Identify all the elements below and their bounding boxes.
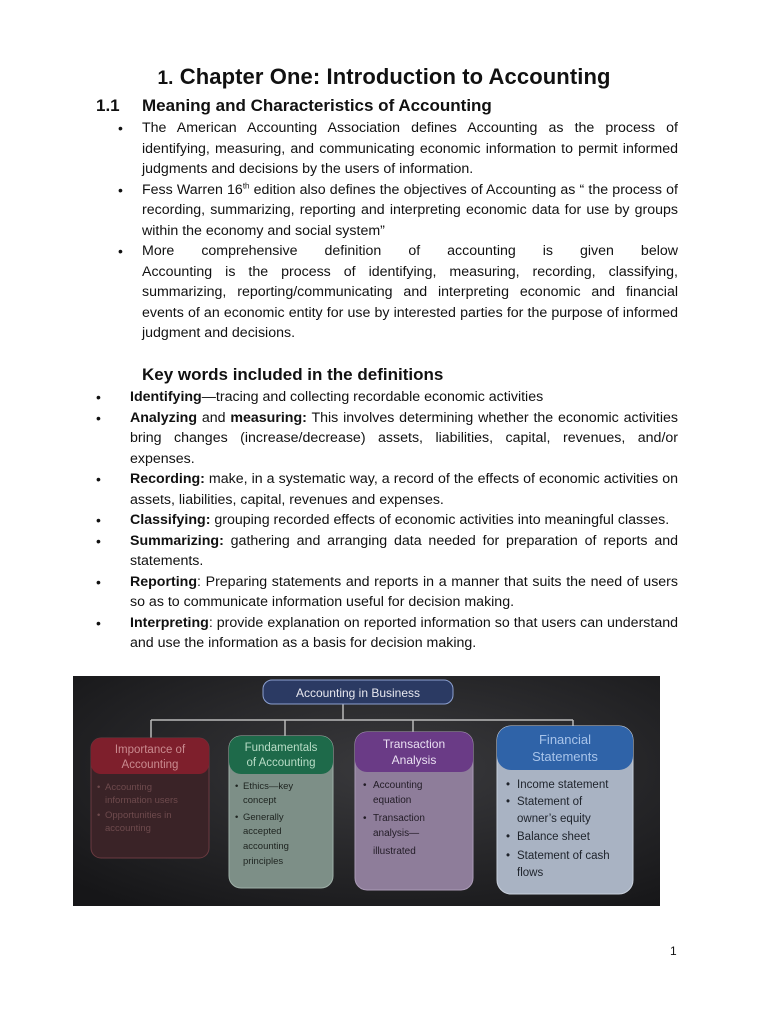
svg-text:•: • [506, 831, 511, 843]
keyword-item: • Summarizing: gathering and arranging data needed for preparation of reports and statements. [130, 531, 678, 572]
svg-text:illustrated: illustrated [373, 846, 416, 857]
definition-item: • The American Accounting Association defines Accounting as the process of identifying, measuring, and communicating economic information to permit informed judgments and decisions by the users of information. [142, 118, 678, 180]
svg-text:principles: principles [243, 856, 284, 867]
diagram-box-importance [91, 738, 209, 858]
svg-text:concept: concept [243, 795, 277, 806]
svg-text:accepted: accepted [243, 826, 282, 837]
accounting-in-business-diagram [73, 676, 660, 906]
svg-text:•: • [506, 779, 511, 791]
svg-text:flows: flows [517, 867, 544, 879]
svg-text:Accounting: Accounting [373, 780, 423, 791]
svg-text:analysis—: analysis— [373, 828, 420, 839]
svg-text:•: • [363, 813, 367, 824]
page-number: 1 [670, 944, 677, 958]
chapter-title [0, 64, 768, 90]
diagram-root-label: Accounting in Business [295, 686, 421, 700]
keyword-item: • Classifying: grouping recorded effects of economic activities into meaningful classes. [130, 510, 678, 531]
svg-text:Transaction: Transaction [382, 737, 446, 751]
svg-text:Fundamentals: Fundamentals [244, 742, 318, 754]
chapter-number: 1. [157, 68, 174, 89]
svg-text:Transaction: Transaction [373, 813, 425, 824]
diagram-box-transaction [355, 732, 473, 890]
svg-text:Ethics—key: Ethics—key [243, 781, 294, 792]
svg-text:Generally: Generally [243, 812, 284, 823]
section-heading [96, 96, 492, 116]
svg-text:Importance of: Importance of [114, 744, 186, 756]
svg-text:Statements: Statements [532, 749, 598, 764]
keyword-item: • Identifying—tracing and collecting recordable economic activities [130, 387, 678, 408]
svg-text:Analysis: Analysis [391, 753, 437, 767]
svg-text:accounting: accounting [243, 841, 289, 852]
section-number: 1.1 [96, 96, 120, 115]
svg-text:equation: equation [373, 795, 412, 806]
svg-text:Balance sheet: Balance sheet [517, 831, 590, 843]
svg-text:Statement of: Statement of [517, 796, 583, 808]
svg-text:Opportunities in: Opportunities in [105, 810, 172, 821]
svg-text:information users: information users [105, 795, 178, 806]
svg-text:Income statement: Income statement [517, 779, 609, 791]
svg-text:of Accounting: of Accounting [246, 757, 316, 769]
svg-text:•: • [235, 781, 239, 792]
svg-text:•: • [506, 850, 511, 862]
chapter-title-text: Chapter One: Introduction to Accounting [179, 64, 611, 89]
keywords-heading: Key words included in the definitions [142, 365, 444, 384]
svg-text:Accounting: Accounting [121, 759, 179, 771]
svg-text:•: • [97, 782, 101, 793]
svg-text:Financial: Financial [538, 732, 592, 747]
definition-item: • More comprehensive definition of accounting is given below Accounting is the process of identifying, measuring, recording, classifying, summarizing, reporting/communicating and interpreting economic and financial events of an economic entity for use by interested parties for the purpose of informed judgment and decisions. [142, 241, 678, 344]
svg-text:accounting: accounting [105, 823, 151, 834]
keywords-list [130, 387, 678, 654]
svg-text:•: • [97, 810, 101, 821]
section-title: Meaning and Characteristics of Accounting [142, 96, 492, 115]
svg-text:Accounting: Accounting [105, 782, 153, 793]
svg-text:•: • [506, 796, 511, 808]
keyword-item: • Interpreting: provide explanation on reported information so that users can understand and use the information as a basis for decision making. [130, 613, 678, 654]
keyword-item: • Analyzing and measuring: This involves determining whether the economic activities bring changes (increase/decrease) assets, liabilities, capital, revenues, and/or expenses. [130, 408, 678, 470]
svg-text:Statement of cash: Statement of cash [517, 850, 610, 862]
definition-item: • Fess Warren 16th edition also defines the objectives of Accounting as “ the process of recording, summarizing, reporting and interpreting economic data for use by groups within the economy and social system” [142, 180, 678, 242]
keyword-item: • Reporting: Preparing statements and reports in a manner that suits the need of users so as to communicate information useful for decision making. [130, 572, 678, 613]
svg-text:owner’s equity: owner’s equity [517, 813, 591, 825]
diagram-box-fundamentals [229, 736, 333, 888]
svg-text:•: • [363, 780, 367, 791]
diagram-box-financial [497, 726, 633, 894]
definitions-list [142, 118, 678, 344]
svg-text:•: • [235, 812, 239, 823]
keyword-item: • Recording: make, in a systematic way, a record of the effects of economic activities on assets, liabilities, capital, revenues and expenses. [130, 469, 678, 510]
